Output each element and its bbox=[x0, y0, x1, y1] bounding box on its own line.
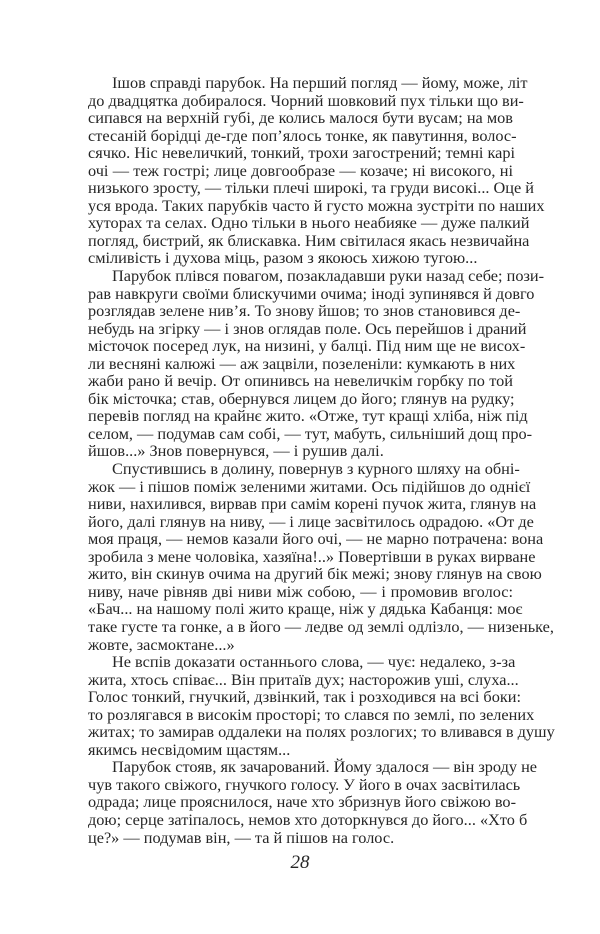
text-line: Ішов справді парубок. На перший погляд — йому, може, літ bbox=[112, 73, 528, 92]
text-line: сячко. Ніс невеличкий, тонкий, трохи загострений; темні карі bbox=[88, 143, 516, 163]
book-page-body bbox=[88, 73, 555, 847]
text-line: йшов...» Знов повернувся, — і рушив далі. bbox=[88, 441, 384, 461]
text-line: сміливість і духова міць, разом з якоюсь хижою тугою... bbox=[88, 248, 478, 268]
page-number: 28 bbox=[290, 852, 310, 873]
text-line: жита, хтось співає... Він притаїв дух; насторожив уші, слуха... bbox=[88, 669, 519, 689]
text-line: сипався на верхній губі, де колись малося бути вусам; на мов bbox=[88, 108, 513, 128]
text-line: «Бач... на нашому полі жито краще, ніж у дядька Кабанця: моє bbox=[88, 599, 523, 619]
paragraph-2 bbox=[88, 266, 545, 461]
text-line: місточок посеред лук, на низині, у балці. Під ним ще не висох- bbox=[88, 336, 526, 356]
text-line: моя праця, — немов казали його очі, — не марно потрачена: вона bbox=[88, 529, 544, 549]
text-line: ли весняні калюжі — аж зацвіли, позеленіли: кумкають в них bbox=[88, 353, 516, 373]
text-line: рав навкруги своїми блискучими очима; іноді зупинявся й довго bbox=[88, 283, 535, 303]
text-line: жовте, засмоктане...» bbox=[88, 634, 235, 654]
text-line: це?» — подумав він, — та й пішов на голос. bbox=[88, 827, 395, 847]
text-line: жаби рано й вечір. От опинивсь на невеличкім горбку по той bbox=[88, 371, 513, 391]
text-line: Спустившись в долину, повернув з курного шляху на обні- bbox=[112, 459, 520, 479]
text-line: його, далі глянув на ниву, — і лице засвітилось одрадою. «От де bbox=[88, 511, 534, 531]
paragraph-4 bbox=[88, 652, 555, 759]
text-line: ниви, нахилився, вирвав при самім корені пучок жита, глянув на bbox=[88, 494, 537, 514]
text-line: погляд, бистрий, як блискавка. Ним світилася якась незвичайна bbox=[88, 230, 530, 250]
text-line: Не вспів доказати останнього слова, — чує: недалеко, з-за bbox=[112, 652, 516, 672]
paragraph-1 bbox=[88, 73, 545, 268]
text-line: одрада; лице прояснилося, наче хто збризнув його свіжою во- bbox=[88, 792, 516, 812]
text-line: таке густе та гонке, а в його — ледве од землі одлізло, — низеньке, bbox=[88, 616, 554, 636]
text-line: небудь на згірку — і знов оглядав поле. Ось перейшов і драний bbox=[88, 318, 527, 338]
text-line: жок — і пішов поміж зеленими житами. Ось підійшов до однієї bbox=[88, 476, 531, 496]
text-line: розглядав зелене нив’я. То знову йшов; то знов становився де- bbox=[88, 301, 521, 321]
text-line: хуторах та селах. Одно тільки в нього неабияке — дуже палкий bbox=[88, 213, 530, 233]
text-line: то розлягався в високім просторі; то слався по землі, по зелених bbox=[88, 704, 535, 724]
paragraph-5 bbox=[88, 757, 538, 847]
text-line: бік місточка; став, обернувся лицем до його; глянув на рудку; bbox=[88, 388, 515, 408]
text-line: жито, він скинув очима на другий бік межі; знову глянув на свою bbox=[88, 564, 542, 584]
text-line: Голос тонкий, гнучкий, дзвінкий, так і розходився на всі боки: bbox=[88, 687, 522, 707]
text-line: уся врода. Таких парубків часто й густо можна зустріти по наших bbox=[88, 195, 545, 215]
text-line: Парубок стояв, як зачарований. Йому здалося — він зроду не bbox=[112, 757, 538, 777]
text-line: стесаній борідці де-где поп’ялось тонке, як павутиння, волос- bbox=[88, 125, 517, 145]
text-line: чув такого свіжого, гнучкого голосу. У його в очах засвітилась bbox=[88, 774, 521, 794]
text-line: ниву, наче рівняв дві ниви між собою, — і промовив вголос: bbox=[88, 581, 513, 601]
text-line: дою; серце затіпалось, немов хто доторкнувся до його... «Хто б bbox=[88, 809, 528, 829]
text-line: очі — теж гострі; лице довгообразе — козаче; ні високого, ні bbox=[88, 160, 513, 180]
text-line: житах; то замирав оддалеки на полях розлогих; то вливався в душу bbox=[88, 722, 555, 742]
text-line: до двадцятка добиралося. Чорний шовковий пух тільки що ви- bbox=[88, 90, 524, 110]
text-line: перевів погляд на крайнє жито. «Отже, тут кращі хліба, ніж під bbox=[88, 406, 528, 426]
text-line: селом, — подумав сам собі, — тут, мабуть, сильніший дощ про- bbox=[88, 423, 533, 443]
text-line: якимсь несвідомим щастям... bbox=[88, 739, 291, 759]
text-line: Парубок плівся повагом, позакладавши руки назад себе; пози- bbox=[112, 266, 545, 286]
text-line: зробила з мене чоловіка, хазяїна!..» Повертівши в руках вирване bbox=[88, 546, 536, 566]
text-line: низького зросту, — тільки плечі широкі, та груди високі... Оце й bbox=[88, 178, 535, 198]
paragraph-3 bbox=[88, 459, 554, 654]
